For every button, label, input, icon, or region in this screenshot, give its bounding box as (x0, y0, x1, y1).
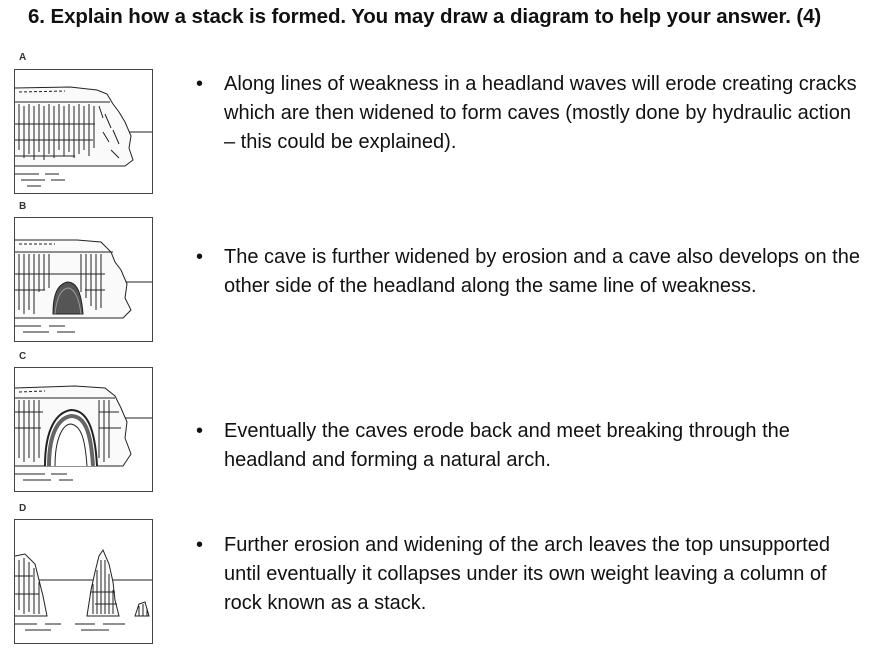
panel-d-text: Further erosion and widening of the arch leaves the top unsupported until eventually it collapses under its own weight leaving a column of rock known as a stack. (224, 534, 830, 614)
diagram-b-cave-widening (14, 217, 153, 342)
panel-a-letter: A (19, 52, 27, 63)
panel-c-letter: C (19, 351, 27, 362)
panel-b-letter: B (19, 201, 27, 212)
question-title: 6. Explain how a stack is formed. You may draw a diagram to help your answer. (4) (28, 5, 822, 28)
bullet-c: • (196, 420, 204, 442)
diagram-c-natural-arch (14, 367, 153, 492)
panel-c-text: Eventually the caves erode back and meet breaking through the headland and forming a natural arch. (224, 420, 790, 471)
bullet-d: • (196, 534, 204, 556)
bullet-b: • (196, 246, 204, 268)
panel-a-text: Along lines of weakness in a headland waves will erode creating cracks which are then widened to form caves (mostly done by hydraulic action – this could be explained). (224, 73, 857, 153)
bullet-a: • (196, 73, 204, 95)
diagram-d-stack (14, 519, 153, 644)
panel-d-letter: D (19, 503, 27, 514)
diagram-a-cave-formation (14, 69, 153, 194)
panel-b-text: The cave is further widened by erosion and a cave also develops on the other side of the headland along the same line of weakness. (224, 246, 860, 297)
